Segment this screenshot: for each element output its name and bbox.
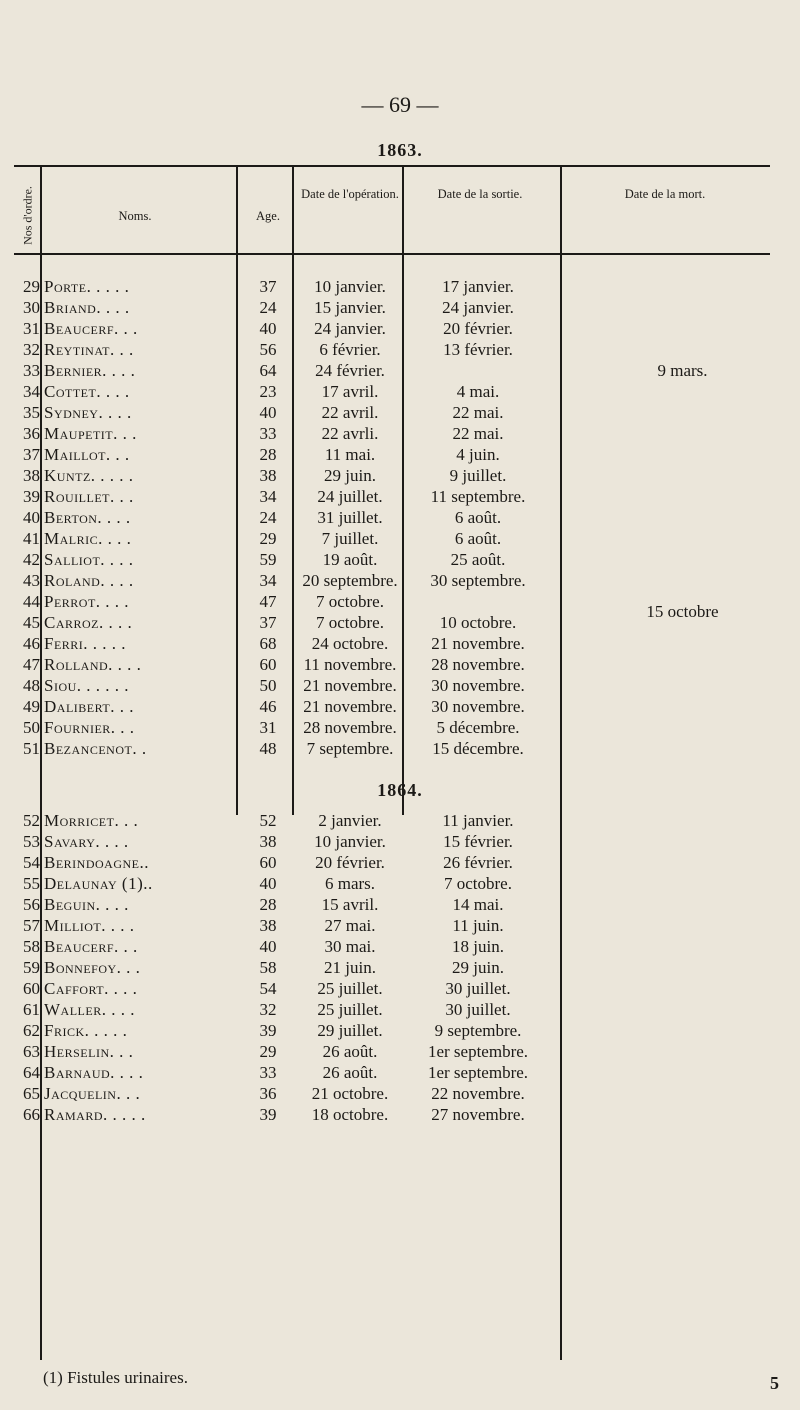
row-operation-date: 20 septembre. bbox=[302, 571, 398, 590]
row-number: 38 bbox=[23, 466, 40, 485]
row-name: Morricet. . . bbox=[44, 811, 139, 830]
row-exit-date: 15 décembre. bbox=[432, 739, 524, 758]
row-age: 59 bbox=[259, 550, 277, 569]
table-row bbox=[0, 936, 800, 958]
row-number: 59 bbox=[23, 958, 40, 977]
table-top-rule bbox=[14, 165, 770, 167]
table-row bbox=[0, 1062, 800, 1084]
row-name: Cottet. . . . bbox=[44, 382, 130, 401]
row-age: 37 bbox=[259, 277, 277, 296]
row-age: 39 bbox=[259, 1105, 277, 1124]
table-row bbox=[0, 1020, 800, 1042]
row-exit-date: 5 décembre. bbox=[436, 718, 520, 737]
row-age: 33 bbox=[259, 1063, 277, 1082]
row-age: 50 bbox=[259, 676, 277, 695]
row-exit-date: 22 novembre. bbox=[431, 1084, 525, 1103]
row-exit-date: 15 février. bbox=[443, 832, 513, 851]
table-row bbox=[0, 318, 800, 340]
row-number: 30 bbox=[23, 298, 40, 317]
table-row bbox=[0, 1041, 800, 1063]
row-age: 68 bbox=[259, 634, 277, 653]
row-number: 48 bbox=[23, 676, 40, 695]
table-row bbox=[0, 444, 800, 466]
row-exit-date: 10 octobre. bbox=[439, 613, 517, 632]
row-number: 37 bbox=[23, 445, 40, 464]
row-name: Fournier. . . bbox=[44, 718, 135, 737]
table-row bbox=[0, 465, 800, 487]
row-exit-date: 21 novembre. bbox=[431, 634, 525, 653]
row-name: Kuntz. . . . . bbox=[44, 466, 134, 485]
row-operation-date: 11 mai. bbox=[324, 445, 376, 464]
table-row bbox=[0, 831, 800, 853]
row-operation-date: 30 mai. bbox=[324, 937, 376, 956]
table-row bbox=[0, 549, 800, 571]
row-age: 40 bbox=[259, 874, 277, 893]
row-number: 36 bbox=[23, 424, 40, 443]
row-name: Savary. . . . bbox=[44, 832, 129, 851]
table-row bbox=[0, 381, 800, 403]
row-number: 49 bbox=[23, 697, 40, 716]
row-exit-date: 26 février. bbox=[443, 853, 513, 872]
row-name: Reytinat. . . bbox=[44, 340, 134, 359]
row-name: Barnaud. . . . bbox=[44, 1063, 144, 1082]
death-date-33: 9 mars. bbox=[657, 361, 708, 380]
row-age: 29 bbox=[259, 529, 277, 548]
row-name: Salliot. . . . bbox=[44, 550, 134, 569]
table-row bbox=[0, 873, 800, 895]
table-row bbox=[0, 852, 800, 874]
row-age: 31 bbox=[259, 718, 277, 737]
row-name: Sydney. . . . bbox=[44, 403, 132, 422]
row-operation-date: 26 août. bbox=[322, 1042, 378, 1061]
row-number: 66 bbox=[23, 1105, 40, 1124]
row-exit-date: 28 novembre. bbox=[431, 655, 525, 674]
row-number: 40 bbox=[23, 508, 40, 527]
row-operation-date: 27 mai. bbox=[324, 916, 376, 935]
row-name: Bernier. . . . bbox=[44, 361, 136, 380]
row-age: 38 bbox=[259, 832, 277, 851]
row-age: 47 bbox=[259, 592, 277, 611]
table-row bbox=[0, 696, 800, 718]
table-row bbox=[0, 894, 800, 916]
row-operation-date: 20 février. bbox=[315, 853, 385, 872]
row-operation-date: 21 octobre. bbox=[311, 1084, 389, 1103]
row-number: 34 bbox=[23, 382, 40, 401]
row-age: 54 bbox=[259, 979, 277, 998]
row-number: 32 bbox=[23, 340, 40, 359]
row-exit-date: 30 novembre. bbox=[431, 697, 525, 716]
table-row bbox=[0, 297, 800, 319]
row-name: Rolland. . . . bbox=[44, 655, 142, 674]
row-age: 56 bbox=[259, 340, 277, 359]
row-number: 45 bbox=[23, 613, 40, 632]
row-operation-date: 15 janvier. bbox=[314, 298, 386, 317]
table-row bbox=[0, 402, 800, 424]
row-name: Ramard. . . . . bbox=[44, 1105, 146, 1124]
row-operation-date: 7 octobre. bbox=[316, 592, 384, 611]
row-age: 28 bbox=[259, 445, 277, 464]
row-operation-date: 21 juin. bbox=[324, 958, 376, 977]
row-exit-date: 1er septembre. bbox=[427, 1063, 529, 1082]
header-age: Age. bbox=[256, 209, 280, 223]
row-number: 46 bbox=[23, 634, 40, 653]
header-noms: Noms. bbox=[118, 209, 152, 223]
row-name: Carroz. . . . bbox=[44, 613, 133, 632]
row-age: 38 bbox=[259, 466, 277, 485]
row-operation-date: 24 juillet. bbox=[317, 487, 383, 506]
row-operation-date: 7 septembre. bbox=[306, 739, 394, 758]
row-name: Waller. . . . bbox=[44, 1000, 135, 1019]
row-name: Dalibert. . . bbox=[44, 697, 134, 716]
table-row bbox=[0, 633, 800, 655]
row-number: 62 bbox=[23, 1021, 40, 1040]
row-age: 60 bbox=[259, 853, 277, 872]
table-row bbox=[0, 486, 800, 508]
row-name: Maillot. . . bbox=[44, 445, 130, 464]
row-exit-date: 30 juillet. bbox=[445, 1000, 511, 1019]
row-number: 64 bbox=[23, 1063, 40, 1082]
row-age: 28 bbox=[259, 895, 277, 914]
row-number: 33 bbox=[23, 361, 40, 380]
footnote: (1) Fistules urinaires. bbox=[43, 1368, 188, 1387]
row-operation-date: 19 août. bbox=[322, 550, 378, 569]
table-row bbox=[0, 810, 800, 832]
row-number: 56 bbox=[23, 895, 40, 914]
row-operation-date: 21 novembre. bbox=[303, 697, 397, 716]
row-operation-date: 22 avrli. bbox=[321, 424, 379, 443]
header-mort: Date de la mort. bbox=[624, 187, 706, 201]
row-number: 50 bbox=[23, 718, 40, 737]
row-age: 60 bbox=[259, 655, 277, 674]
row-name: Caffort. . . . bbox=[44, 979, 138, 998]
row-age: 32 bbox=[259, 1000, 277, 1019]
row-operation-date: 22 avril. bbox=[321, 403, 379, 422]
table-row bbox=[0, 528, 800, 550]
row-name: Maupetit. . . bbox=[44, 424, 137, 443]
row-exit-date: 4 mai. bbox=[456, 382, 500, 401]
row-operation-date: 10 janvier. bbox=[314, 832, 386, 851]
row-exit-date: 1er septembre. bbox=[427, 1042, 529, 1061]
row-number: 63 bbox=[23, 1042, 40, 1061]
row-age: 40 bbox=[259, 319, 277, 338]
row-number: 57 bbox=[23, 916, 40, 935]
table-row bbox=[0, 654, 800, 676]
row-operation-date: 7 octobre. bbox=[316, 613, 384, 632]
row-age: 34 bbox=[259, 571, 277, 590]
row-age: 33 bbox=[259, 424, 277, 443]
row-number: 29 bbox=[23, 277, 40, 296]
row-exit-date: 30 septembre. bbox=[430, 571, 526, 590]
row-age: 38 bbox=[259, 916, 277, 935]
table-row bbox=[0, 915, 800, 937]
row-age: 23 bbox=[259, 382, 277, 401]
row-age: 39 bbox=[259, 1021, 277, 1040]
row-operation-date: 25 juillet. bbox=[317, 1000, 383, 1019]
row-number: 31 bbox=[23, 319, 40, 338]
row-age: 24 bbox=[259, 298, 277, 317]
row-number: 58 bbox=[23, 937, 40, 956]
row-operation-date: 17 avril. bbox=[321, 382, 379, 401]
row-number: 65 bbox=[23, 1084, 40, 1103]
row-name: Beaucerf. . . bbox=[44, 319, 138, 338]
table-row bbox=[0, 570, 800, 592]
row-exit-date: 20 février. bbox=[443, 319, 513, 338]
row-operation-date: 26 août. bbox=[322, 1063, 378, 1082]
table-row bbox=[0, 675, 800, 697]
row-number: 47 bbox=[23, 655, 40, 674]
year-heading-1864: 1864. bbox=[377, 780, 423, 800]
row-exit-date: 9 juillet. bbox=[449, 466, 507, 485]
row-number: 54 bbox=[23, 853, 40, 872]
row-operation-date: 18 octobre. bbox=[311, 1105, 389, 1124]
row-number: 43 bbox=[23, 571, 40, 590]
row-name: Rouillet. . . bbox=[44, 487, 134, 506]
row-name: Siou. . . . . . bbox=[44, 676, 130, 695]
row-operation-date: 6 mars. bbox=[324, 874, 376, 893]
row-operation-date: 7 juillet. bbox=[321, 529, 379, 548]
page-number: — 69 — bbox=[361, 92, 439, 117]
row-exit-date: 24 janvier. bbox=[442, 298, 514, 317]
row-exit-date: 11 juin. bbox=[452, 916, 504, 935]
row-name: Roland. . . . bbox=[44, 571, 134, 590]
row-exit-date: 18 juin. bbox=[452, 937, 504, 956]
row-name: Porte. . . . . bbox=[44, 277, 130, 296]
row-operation-date: 15 avril. bbox=[321, 895, 379, 914]
row-operation-date: 29 juillet. bbox=[317, 1021, 383, 1040]
row-name: Delaunay (1).. bbox=[44, 874, 153, 893]
row-name: Milliot. . . . bbox=[44, 916, 135, 935]
row-exit-date: 7 octobre. bbox=[444, 874, 512, 893]
row-exit-date: 30 juillet. bbox=[445, 979, 511, 998]
row-name: Berton. . . . bbox=[44, 508, 131, 527]
row-exit-date: 27 novembre. bbox=[431, 1105, 525, 1124]
row-exit-date: 9 septembre. bbox=[434, 1021, 522, 1040]
row-operation-date: 11 novembre. bbox=[303, 655, 397, 674]
row-exit-date: 11 janvier. bbox=[442, 811, 514, 830]
row-number: 35 bbox=[23, 403, 40, 422]
row-number: 53 bbox=[23, 832, 40, 851]
row-age: 40 bbox=[259, 403, 277, 422]
row-operation-date: 24 octobre. bbox=[311, 634, 389, 653]
row-exit-date: 17 janvier. bbox=[442, 277, 514, 296]
row-operation-date: 31 juillet. bbox=[317, 508, 383, 527]
row-exit-date: 11 septembre. bbox=[430, 487, 526, 506]
table-row bbox=[0, 1104, 800, 1126]
row-number: 39 bbox=[23, 487, 40, 506]
header-rule bbox=[14, 253, 770, 255]
row-number: 60 bbox=[23, 979, 40, 998]
row-name: Bonnefoy. . . bbox=[44, 958, 141, 977]
row-age: 24 bbox=[259, 508, 277, 527]
row-exit-date: 25 août. bbox=[450, 550, 506, 569]
row-operation-date: 24 février. bbox=[315, 361, 385, 380]
row-name: Perrot. . . . bbox=[44, 592, 130, 611]
header-operation: Date de l'opération. bbox=[301, 187, 399, 201]
row-age: 37 bbox=[259, 613, 277, 632]
table-row bbox=[0, 738, 800, 760]
row-age: 58 bbox=[259, 958, 277, 977]
table-row bbox=[0, 423, 800, 445]
row-name: Beaucerf. . . bbox=[44, 937, 138, 956]
row-operation-date: 24 janvier. bbox=[314, 319, 386, 338]
row-name: Berindoagne.. bbox=[44, 853, 149, 872]
row-age: 29 bbox=[259, 1042, 277, 1061]
row-number: 52 bbox=[23, 811, 40, 830]
row-name: Jacquelin. . . bbox=[44, 1084, 141, 1103]
row-operation-date: 2 janvier. bbox=[318, 811, 382, 830]
row-name: Briand. . . . bbox=[44, 298, 130, 317]
year-heading-1863: 1863. bbox=[377, 140, 423, 160]
row-name: Beguin. . . . bbox=[44, 895, 129, 914]
row-number: 41 bbox=[23, 529, 40, 548]
table-row bbox=[0, 276, 800, 298]
row-number: 55 bbox=[23, 874, 40, 893]
row-age: 52 bbox=[259, 811, 277, 830]
header-ordre bbox=[14, 170, 38, 270]
row-exit-date: 4 juin. bbox=[456, 445, 500, 464]
row-number: 42 bbox=[23, 550, 40, 569]
row-exit-date: 14 mai. bbox=[452, 895, 504, 914]
row-age: 36 bbox=[259, 1084, 277, 1103]
row-operation-date: 29 juin. bbox=[324, 466, 376, 485]
row-name: Malric. . . . bbox=[44, 529, 132, 548]
table-row bbox=[0, 957, 800, 979]
table-row bbox=[0, 1083, 800, 1105]
row-exit-date: 22 mai. bbox=[452, 403, 504, 422]
table-row bbox=[0, 999, 800, 1021]
row-name: Ferri. . . . . bbox=[44, 634, 127, 653]
row-age: 40 bbox=[259, 937, 277, 956]
row-name: Frick. . . . . bbox=[44, 1021, 128, 1040]
row-age: 46 bbox=[259, 697, 277, 716]
row-age: 48 bbox=[259, 739, 277, 758]
row-operation-date: 6 février. bbox=[319, 340, 381, 359]
row-number: 44 bbox=[23, 592, 40, 611]
signature-mark: 5 bbox=[770, 1373, 779, 1393]
row-age: 34 bbox=[259, 487, 277, 506]
table-row bbox=[0, 339, 800, 361]
row-operation-date: 10 janvier. bbox=[314, 277, 386, 296]
row-name: Bezancenot. . bbox=[44, 739, 147, 758]
row-exit-date: 22 mai. bbox=[452, 424, 504, 443]
row-name: Herselin. . . bbox=[44, 1042, 134, 1061]
death-date-44: 15 octobre bbox=[646, 602, 719, 621]
row-number: 51 bbox=[23, 739, 40, 758]
row-operation-date: 21 novembre. bbox=[303, 676, 397, 695]
header-sortie: Date de la sortie. bbox=[437, 187, 523, 201]
row-operation-date: 28 novembre. bbox=[303, 718, 397, 737]
row-exit-date: 6 août. bbox=[454, 508, 502, 527]
row-operation-date: 25 juillet. bbox=[317, 979, 383, 998]
table-row bbox=[0, 978, 800, 1000]
header-ordre-label: Nos d'ordre. bbox=[20, 186, 35, 245]
table-row bbox=[0, 507, 800, 529]
row-exit-date: 29 juin. bbox=[452, 958, 504, 977]
row-exit-date: 6 août. bbox=[454, 529, 502, 548]
row-exit-date: 30 novembre. bbox=[431, 676, 525, 695]
row-age: 64 bbox=[259, 361, 277, 380]
row-number: 61 bbox=[23, 1000, 40, 1019]
row-exit-date: 13 février. bbox=[443, 340, 513, 359]
table-row bbox=[0, 717, 800, 739]
